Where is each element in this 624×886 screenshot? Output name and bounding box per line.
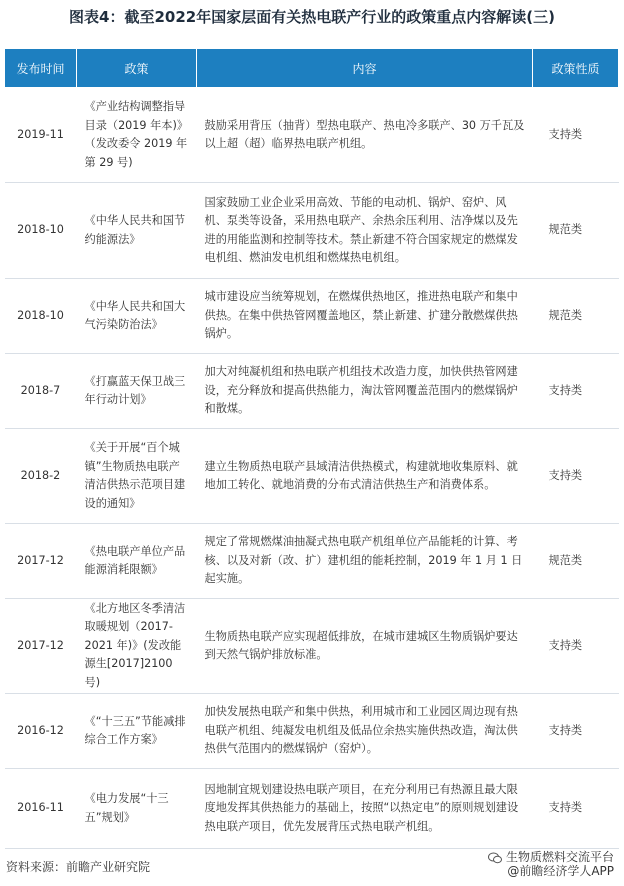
cell-date: 2019-11 <box>5 88 77 183</box>
cell-content: 鼓励采用背压（抽背）型热电联产、热电冷多联产、30 万千瓦及以上超（超）临界热电联产机组。 <box>197 88 533 183</box>
cell-policy: 《中华人民共和国大气污染防治法》 <box>77 279 197 354</box>
cell-policy: 《电力发展“十三五”规划》 <box>77 769 197 849</box>
cell-policy: 《打赢蓝天保卫战三年行动计划》 <box>77 354 197 429</box>
cell-type: 规范类 <box>533 524 619 599</box>
header-policy: 政策 <box>77 49 197 88</box>
cell-content: 加快发展热电联产和集中供热，利用城市和工业园区周边现有热电联产机组、纯凝发电机组及低品位余热实施供热改造，淘汰供热供气范围内的燃煤锅炉（窑炉）。 <box>197 694 533 769</box>
cell-policy: 《关于开展“百个城镇”生物质热电联产清洁供热示范项目建设的通知》 <box>77 429 197 524</box>
cell-content: 规定了常规燃煤油抽凝式热电联产机组单位产品能耗的计算、考核、以及对新（改、扩）建机组的能耗控制，2019 年 1 月 1 日起实施。 <box>197 524 533 599</box>
wechat-icon <box>488 852 502 864</box>
cell-type: 支持类 <box>533 599 619 694</box>
cell-type: 规范类 <box>533 279 619 354</box>
cell-type: 支持类 <box>533 694 619 769</box>
cell-content: 建立生物质热电联产县域清洁供热模式，构建就地收集原料、就地加工转化、就地消费的分布式清洁供热生产和消费体系。 <box>197 429 533 524</box>
table-row <box>5 183 619 279</box>
header-content: 内容 <box>197 49 533 88</box>
table-header-row <box>5 49 619 88</box>
table-row <box>5 769 619 849</box>
table-row <box>5 599 619 694</box>
cell-type: 规范类 <box>533 183 619 279</box>
table-row <box>5 694 619 769</box>
cell-policy: 《“十三五”节能减排综合工作方案》 <box>77 694 197 769</box>
cell-type: 支持类 <box>533 88 619 183</box>
cell-policy: 《中华人民共和国节约能源法》 <box>77 183 197 279</box>
cell-type: 支持类 <box>533 769 619 849</box>
wechat-account <box>488 850 614 864</box>
source-note: 资料来源：前瞻产业研究院 <box>6 860 151 874</box>
cell-date: 2017-12 <box>5 524 77 599</box>
cell-content: 国家鼓励工业企业采用高效、节能的电动机、锅炉、窑炉、风机、泵类等设备，采用热电联产、余热余压利用、洁净煤以及先进的用能监测和控制等技术。禁止新建不符合国家规定的燃煤发电机组、燃油发电机组和燃煤热电机组。 <box>197 183 533 279</box>
app-label: @前瞻经济学人APP <box>507 864 614 878</box>
page-title: 图表4：截至2022年国家层面有关热电联产行业的政策重点内容解读(三) <box>69 8 555 26</box>
cell-type: 支持类 <box>533 354 619 429</box>
header-date: 发布时间 <box>5 49 77 88</box>
cell-type: 支持类 <box>533 429 619 524</box>
cell-date: 2016-12 <box>5 694 77 769</box>
cell-content: 城市建设应当统筹规划，在燃煤供热地区，推进热电联产和集中供热。在集中供热管网覆盖地区，禁止新建、扩建分散燃煤供热锅炉。 <box>197 279 533 354</box>
header-type: 政策性质 <box>533 49 619 88</box>
cell-date: 2018-10 <box>5 183 77 279</box>
cell-date: 2017-12 <box>5 599 77 694</box>
cell-date: 2018-2 <box>5 429 77 524</box>
policy-table <box>4 48 619 849</box>
table-row <box>5 88 619 183</box>
cell-content: 因地制宜规划建设热电联产项目，在充分利用已有热源且最大限度地发挥其供热能力的基础上，按照“以热定电”的原则规划建设热电联产项目，优先发展背压式热电联产机组。 <box>197 769 533 849</box>
cell-policy: 《产业结构调整指导目录（2019 年本)》（发改委令 2019 年第 29 号) <box>77 88 197 183</box>
cell-policy: 《热电联产单位产品能源消耗限额》 <box>77 524 197 599</box>
wechat-account-name: 生物质燃料交流平台 <box>505 850 614 864</box>
cell-policy: 《北方地区冬季清洁取暖规划（2017-2021 年)》(发改能源生[2017]2100 号) <box>77 599 197 694</box>
table-row <box>5 279 619 354</box>
cell-date: 2016-11 <box>5 769 77 849</box>
table-row <box>5 354 619 429</box>
cell-content: 生物质热电联产应实现超低排放，在城市建城区生物质锅炉要达到天然气锅炉排放标准。 <box>197 599 533 694</box>
cell-date: 2018-10 <box>5 279 77 354</box>
cell-date: 2018-7 <box>5 354 77 429</box>
table-row <box>5 429 619 524</box>
footer-branding <box>488 850 614 878</box>
table-row <box>5 524 619 599</box>
cell-content: 加大对纯凝机组和热电联产机组技术改造力度，加快供热管网建设，充分释放和提高供热能力，淘汰管网覆盖范围内的燃煤锅炉和散煤。 <box>197 354 533 429</box>
